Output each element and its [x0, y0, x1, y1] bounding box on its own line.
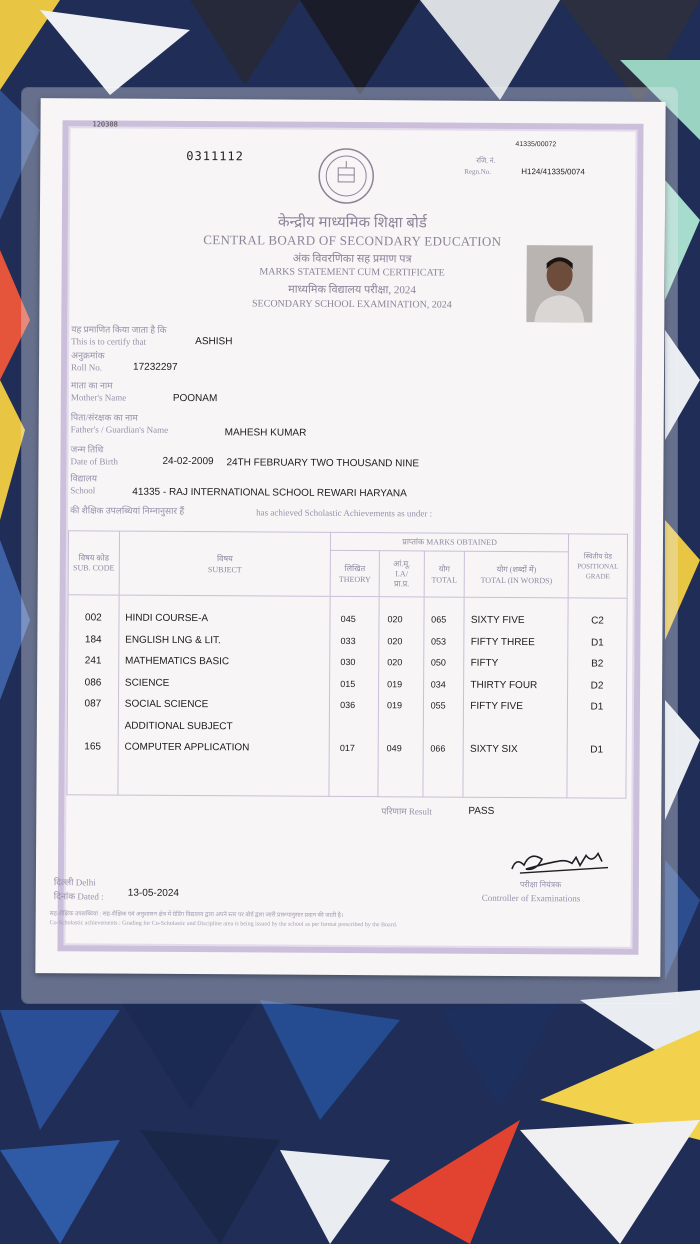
- cbse-emblem-icon: [308, 146, 384, 206]
- achieved-label-hindi: की शैक्षिक उपलब्धियां निम्नानुसार हैं: [70, 505, 185, 516]
- regn-number: H124/41335/0074: [521, 167, 585, 177]
- additional-code: 165: [84, 740, 102, 752]
- grade-column: C2 D1 B2 D2 D1 D1: [567, 598, 627, 798]
- exam-title-english: SECONDARY SCHOOL EXAMINATION, 2024: [251, 298, 452, 311]
- subjects-column: HINDI COURSE-A ENGLISH LNG & LIT. MATHEMATICS BASIC SCIENCE SOCIAL SCIENCE ADDITIONAL SUBJECT COMPUTER APPLICATION: [118, 595, 331, 796]
- student-name: ASHISH: [195, 336, 233, 348]
- header-marks-obtained: प्राप्तांक MARKS OBTAINED: [331, 532, 569, 551]
- father-label: Father's / Guardian's Name: [70, 424, 169, 435]
- serial-number: 0311112: [186, 148, 244, 164]
- mother-name: POONAM: [172, 392, 218, 405]
- header-sub-code: विषय कोड SUB. CODE: [68, 531, 119, 595]
- additional-heading: ADDITIONAL SUBJECT: [124, 720, 233, 732]
- co-scholastic-note-hindi: सह-शैक्षिक उपलब्धियां : सह-शैक्षिक एवं अनुशासन क्षेत्र में ग्रेडिंग विद्यालय द्वारा अपने स्तर पर बोर्ड द्वारा जारी प्रारूपानुसार प्रदान की जाती है।: [49, 911, 344, 919]
- certify-label-hindi: यह प्रमाणित किया जाता है कि: [71, 324, 167, 335]
- achieved-label: has achieved Scholastic Achievements as under :: [256, 507, 433, 519]
- dob-in-words: 24TH FEBRUARY TWO THOUSAND NINE: [226, 457, 420, 470]
- header-grade: स्थितीय ग्रेड POSITIONAL GRADE: [568, 534, 627, 598]
- additional-subject: COMPUTER APPLICATION: [124, 741, 250, 754]
- place-label: दिल्ली Delhi: [53, 877, 96, 888]
- certificate-title-english: MARKS STATEMENT CUM CERTIFICATE: [259, 266, 445, 279]
- controller-label-hindi: परीक्षा नियंत्रक: [519, 880, 562, 890]
- mother-label: Mother's Name: [70, 392, 127, 403]
- result-value: PASS: [468, 805, 495, 817]
- header-ia: आं.मू. I.A/ प्रा.प्र.: [379, 551, 424, 597]
- roll-label: Roll No.: [71, 362, 103, 373]
- dob-value: 24-02-2009: [162, 455, 214, 468]
- father-name: MAHESH KUMAR: [224, 427, 307, 439]
- dob-label: Date of Birth: [70, 456, 118, 467]
- header-theory: लिखित THEORY: [330, 550, 379, 596]
- regn-label-hindi: रजि. नं.: [476, 156, 496, 165]
- ia-column: 020 020 020 019 019 049: [378, 597, 424, 797]
- marks-table: [66, 530, 628, 798]
- top-right-code: 41335/00072: [515, 141, 557, 149]
- father-label-hindi: पिता/संरक्षक का नाम: [70, 412, 138, 423]
- header-subject: विषय SUBJECT: [119, 531, 331, 596]
- board-name-english: CENTRAL BOARD OF SECONDARY EDUCATION: [203, 232, 502, 249]
- theory-column: 045 033 030 015 036 017: [329, 596, 379, 796]
- header-total: योग TOTAL: [424, 551, 465, 597]
- co-scholastic-note: Co-Scholastic achievements : Grading for Co-Scholastic and Discipline area is being issued by the school as per format prescribed by the Board.: [49, 920, 398, 929]
- controller-signature: [506, 839, 616, 884]
- exam-title-hindi: माध्यमिक विद्यालय परीक्षा, 2024: [288, 283, 416, 297]
- student-photo: [526, 245, 592, 322]
- words-column: SIXTY FIVE FIFTY THREE FIFTY THIRTY FOUR FIFTY FIVE SIXTY SIX: [463, 597, 568, 798]
- codes-column: 002 184 241 086 087 165: [67, 595, 119, 795]
- certificate-title-hindi: अंक विवरणिका सह प्रमाण पत्र: [292, 252, 412, 266]
- top-serial: 120308: [92, 120, 118, 129]
- board-name-hindi: केन्द्रीय माध्यमिक शिक्षा बोर्ड: [277, 214, 427, 232]
- roll-label-hindi: अनुक्रमांक: [71, 350, 105, 361]
- marks-certificate: [35, 98, 665, 977]
- school-name: 41335 - RAJ INTERNATIONAL SCHOOL REWARI HARYANA: [132, 486, 407, 500]
- certify-label: This is to certify that: [71, 336, 147, 347]
- roll-number: 17232297: [133, 361, 178, 373]
- controller-label: Controller of Examinations: [481, 892, 581, 904]
- school-label: School: [70, 485, 96, 496]
- dated-label: दिनांक Dated :: [53, 891, 104, 902]
- mother-label-hindi: माता का नाम: [70, 380, 113, 391]
- total-column: 065 053 050 034 055 066: [423, 597, 465, 797]
- regn-label: Regn.No.: [464, 167, 492, 176]
- result-label: परिणाम Result: [381, 806, 432, 817]
- header-total-words: योग (शब्दों में) TOTAL (IN WORDS): [464, 551, 568, 598]
- issue-date: 13-05-2024: [127, 887, 180, 899]
- school-label-hindi: विद्यालय: [70, 473, 98, 484]
- dob-label-hindi: जन्म तिथि: [70, 444, 104, 455]
